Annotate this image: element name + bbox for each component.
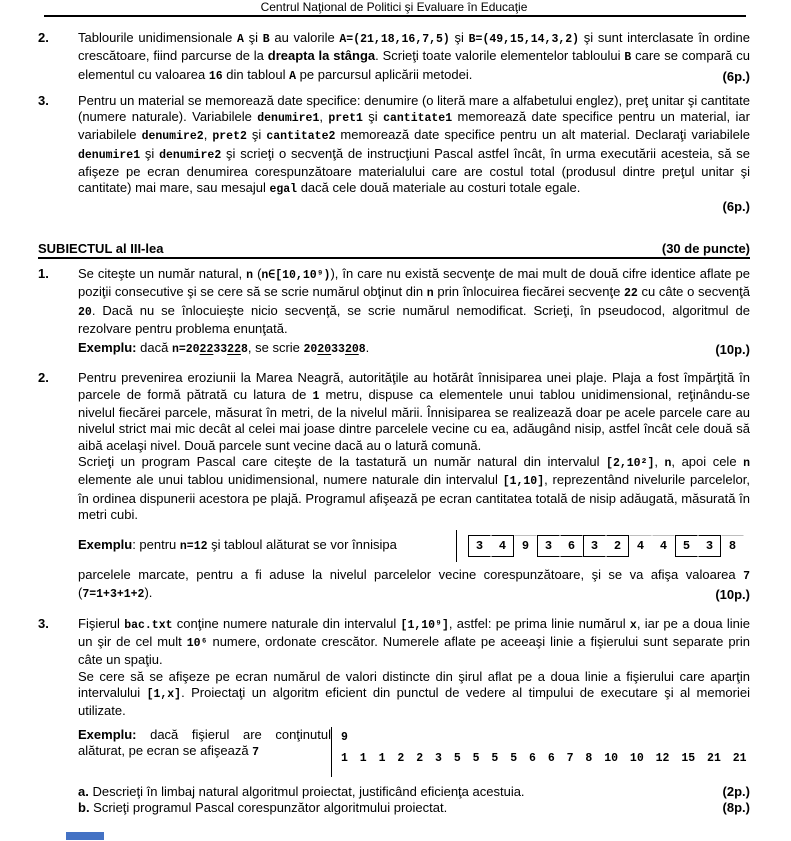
question-text: Fişierul bac.txt conţine numere naturale din intervalul [1,10⁹], astfel: pe prima linie numărul x, iar pe a doua linie un şir de cel mult 10⁶ numere, ordonate crescător. Numerele aflate pe aceeaşi linie a fişierului sunt separate prin câte un spaţiu. [78, 615, 751, 668]
table-cell: 4 [629, 535, 652, 557]
question-text: Pentru un material se memorează date specifice: denumire (o literă mare a alfabetului englez), preţ unitar şi cantitate (numere naturale). Variabilele denumire1, pret1 şi cantitate1 memorează date specifice pentru un material, iar variabilele denumire2, pret2 şi cantitate2 memorează date specifice pentru un alt material. Declaraţi variabilele denumire1 şi denumire2 şi scrieţi o secvenţă de instrucţiuni Pascal astfel încât, în urma executării acesteia, să se afişeze pe ecran denumirea corespunzătoare materialului care are costul total (produsul dintre preţul unitar şi cantitate) mai mare, sau mesajul egal dacă cele două materiale au costuri totale egale. [78, 92, 751, 197]
table-cell: 9 [514, 535, 537, 557]
points-badge: (10p.) [715, 587, 750, 603]
subquestion-text: b. Scrieţi programul Pascal corespunzător algoritmului proiectat. [78, 800, 448, 815]
s3-question-3 [38, 616, 750, 817]
points-badge: (6p.) [722, 198, 750, 214]
question-text: (10p.) parcelele marcate, pentru a fi aduse la nivelul parcelelor vecine corespunzătoare, şi se va afişa valoarea 7 (7=1+3+1+2). [78, 567, 750, 603]
table-cell: 3 [468, 535, 491, 557]
question-body [78, 370, 750, 603]
example-row [78, 727, 750, 777]
table-cell: 4 [652, 535, 675, 557]
file-content [332, 727, 747, 771]
table-cell: 3 [537, 535, 560, 557]
question-text: Se cere să se afişeze pe ecran numărul de valori distincte din şirul aflat pe a doua linie a fişierului care aparţin intervalului [1,x]. Proiectaţi un algoritm eficient din punctul de vedere al timpului de executare şi al memoriei utilizate. [78, 668, 750, 719]
table-cell: 4 [491, 535, 514, 557]
question-number: 3. [38, 92, 49, 108]
question-body [78, 93, 750, 215]
points-badge: (6p.) [722, 68, 750, 84]
question-text: (6p.) Tablourile unidimensionale A şi B au valorile A=(21,18,16,7,5) şi B=(49,15,14,3,2) şi sunt interclasate în ordine crescătoare, fiind parcurse de la dreapta la stânga. Scrieţi toate valorile elementelor tabloului B care se compară cu elementul cu valoarea 16 din tabloul A pe parcursul aplicării metodei. [78, 30, 751, 84]
s3-question-1 [38, 266, 750, 358]
question-2 [38, 30, 750, 85]
subquestion-a [78, 784, 750, 801]
file-line-1: 9 [341, 730, 348, 744]
question-number: 2. [38, 370, 49, 386]
header-rule [44, 15, 746, 17]
question-body [78, 616, 750, 817]
table-cell: 3 [583, 535, 606, 557]
example-label: Exemplu: dacă fişierul are conţinutul alăturat, pe ecran se afişează 7 [78, 726, 331, 759]
org-header: Centrul Naţional de Politici şi Evaluare în Educaţie [260, 0, 528, 14]
table-cell: 2 [606, 535, 629, 557]
table-cell: 8 [721, 535, 744, 557]
subquestion-text: a. Descrieţi în limbaj natural algoritmul proiectat, justificând eficienţa acestuia. [78, 783, 525, 799]
file-line-2: 1 1 1 2 2 3 5 5 5 5 6 6 7 8 10 10 12 15 21 21 [341, 751, 747, 765]
points-badge: (10p.) [715, 342, 750, 358]
table-cell: 5 [675, 535, 698, 557]
section-points: (30 de puncte) [661, 240, 750, 256]
section-heading [38, 241, 750, 259]
question-text: Se citeşte un număr natural, n (n∈[10,10⁹)), în care nu există secvenţe de mai mult de două cifre identice aflate pe poziţii consecutive şi se cere să se scrie numărul obţinut din n prin înlocuirea fiecărei secvenţe 22 cu câte o secvenţă 20. Dacă nu se înlocuieşte nicio secvenţă, se scrie numărul nemodificat. Scrieţi, în pseudocod, algoritmul de rezolvare pentru problema enunţată. [78, 265, 750, 336]
question-text: Scrieţi un program Pascal care citeşte de la tastatură un număr natural din intervalul [2,10²], n, apoi cele n elemente ale unui tablou unidimensional, numere naturale din intervalul [1,10], reprezentând nivelurile parcelelor, în ordinea dispunerii acestora pe plajă. Programul afişează pe ecran cantitatea totală de nisip adăugată, măsurată în metri cubi. [78, 453, 750, 522]
question-number: 2. [38, 30, 49, 45]
table-cell: 3 [698, 535, 721, 557]
points-badge: (8p.) [722, 800, 750, 815]
example-line: (10p.) Exemplu: dacă n=202233228, se scrie 202033208. [78, 340, 750, 358]
footer-blue-mark [66, 832, 104, 840]
question-body [78, 30, 750, 85]
points-badge: (2p.) [722, 783, 750, 799]
section-title: SUBIECTUL al III-lea [38, 240, 164, 256]
question-text: Pentru prevenirea eroziunii la Marea Neagră, autorităţile au hotărât înnisiparea unei plaje. Plaja a fost împărţită în parcele de formă pătrată cu latura de 1 metru, dispuse ca elementele unui tablou unidimensional, reţinându-se nivelul fiecărei parcele, măsurat în metri, de la nivelul mării. Înnisiparea se realizează doar pe acele parcele care au nivelul strict mai mic decât al celei mai joase dintre parcelele vecine cu ea, adăugând nisip, astfel încât cele două să aibă acelaşi nivel. Două parcele sunt vecine dacă au o latură comună. [78, 370, 750, 453]
parcel-table [468, 535, 744, 557]
question-3 [38, 93, 750, 215]
question-number: 3. [38, 615, 49, 631]
points-line [78, 199, 750, 215]
table-cell: 6 [560, 535, 583, 557]
text-table-separator [456, 530, 457, 562]
question-body [78, 266, 750, 358]
question-number: 1. [38, 265, 49, 281]
s3-question-2 [38, 370, 750, 603]
example-label: Exemplu: pentru n=12 şi tabloul alăturat se vor înnisipa [78, 536, 397, 553]
subquestion-b [78, 800, 750, 817]
example-row [78, 530, 750, 562]
